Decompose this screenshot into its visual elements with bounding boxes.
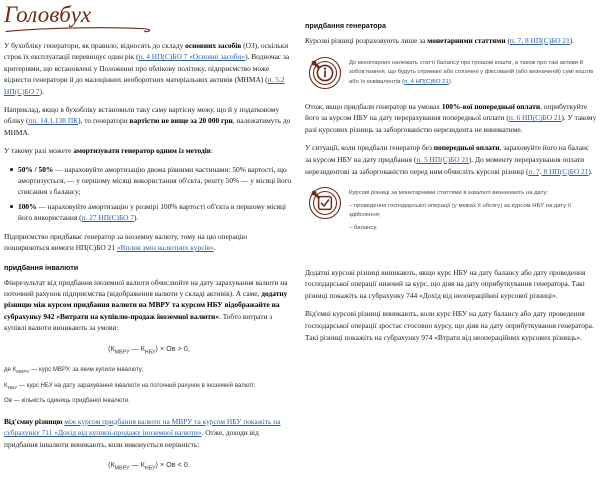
text-run: ). xyxy=(448,78,453,85)
text-run: ). xyxy=(569,36,575,45)
text-bold: амортизувати генератор одним із методів xyxy=(73,146,211,156)
text-run: ). xyxy=(39,86,44,96)
text-run: , належатимуть до МНМА. xyxy=(4,116,291,137)
text-bold: вартістю не вище за 20 000 грн xyxy=(129,116,233,126)
text-bold: додатну різницю між курсом придбання валюти на МВРУ та курсом НБУ відображайте на субрахунку 942 «Витрати на купівлю-продаж іноземної валюти» xyxy=(4,288,288,321)
formula-expense-condition: ($К_{МВРУ}$ — $К_{НБУ}$) × Ов > 0, xyxy=(108,345,190,355)
account-reference-link[interactable]: між курсом придбання валюти на МВРУ та курсом НБУ покажіть на субрахунку 711 «Дохід від купівлі-продажу іноземної валюти» xyxy=(4,416,281,438)
definition-item: Ов — кількість одиниць придбаної інвалюти. xyxy=(4,397,130,405)
legal-reference-link[interactable]: п. 7, 8 НП(С)БО 21 xyxy=(509,36,570,45)
paragraph-os-classification xyxy=(4,40,294,97)
text-run: Отож, якщо придбали генератор на умовах xyxy=(305,101,442,111)
list-item xyxy=(18,201,294,224)
text-bold: 100% xyxy=(18,201,37,211)
text-bold: попередньої оплати xyxy=(433,143,500,153)
paragraph-no-prepayment-case xyxy=(305,142,597,177)
standard-reference-link[interactable]: «Вплив змін валютних курсів» xyxy=(116,243,214,253)
text-run: У ситуації, коли придбали генератор без xyxy=(305,143,434,153)
text-run: ). xyxy=(588,166,593,176)
text-run: ). У такому разі курсових різниць за заборгованістю нерезидента не виникатиме. xyxy=(305,113,597,134)
legal-reference-link[interactable]: п. 5.2 НП(С)БО 7 xyxy=(4,75,285,96)
info-circle-icon xyxy=(305,55,343,91)
note-text xyxy=(349,185,597,236)
paragraph-negative-difference xyxy=(4,416,294,450)
text-run: . Тобто витрати з купівлі валюти виникають за умови: xyxy=(4,311,273,333)
section-spacer xyxy=(305,247,597,267)
right-column xyxy=(305,12,597,350)
legal-reference-link[interactable]: п. 4 НП(С)БО 7 «Основні засоби» xyxy=(138,52,246,62)
text-bold: основних засобів xyxy=(185,41,242,50)
note-paragraph: – балансу. xyxy=(349,224,378,231)
left-column xyxy=(4,40,294,481)
logo-swoosh-icon xyxy=(5,26,157,33)
paragraph-monetary-items xyxy=(305,35,597,47)
text-run: , зараховуйте його на баланс за курсом НБУ на дату придбання ( xyxy=(305,143,590,164)
definition-item: де $К_{МВРУ}$ — курс МВРУ, за яким купили інвалюту; xyxy=(4,365,144,376)
text-run: У бухобліку генератори, як правило, відносять до складу xyxy=(4,41,186,50)
paragraph-negative-fx-difference: Від'ємні курсові різниці виникають, коли курс НБУ на дату балансу або дату проведення господарської операції зростає стосовно курсу, що діяв на дату оприбуткування генератора. Такі різниці покажіть на субрахунку 974 «Втрати від неопераційних курсових різниць». xyxy=(305,309,594,342)
text-run: ). Водночас за критеріями, що встановлені у Положенні про облікову політику, підприємство може віднести генератори й до малоцінних необоротних матеріальних активів (МНМА) ( xyxy=(4,52,290,85)
site-logo[interactable]: Головбух xyxy=(4,2,92,27)
list-item xyxy=(18,164,294,198)
paragraph-mnma-threshold xyxy=(4,104,294,138)
text-run: Курсові різниці розраховують лише за xyxy=(305,36,428,45)
legal-reference-link[interactable]: п. 7, 8 НП(С)БО 21 xyxy=(528,166,589,176)
paragraph-positive-fx-difference: Додатні курсові різниці виникають, якщо курс НБУ на дату балансу або дату проведення господарської операції нижчий за курс, що діяв на дату оприбуткування генератора. Такі різниці покажіть на субрахунку 744 «Дохід від неопераційної курсової різниці». xyxy=(305,267,586,300)
text-run: (ОЗ), оскільки строк їх експлуатації перевищує один рік ( xyxy=(4,41,289,62)
text-bold: 50% / 50% xyxy=(18,164,54,174)
legal-reference-link[interactable]: п. 27 НП(С)БО 7 xyxy=(81,213,135,223)
site-masthead xyxy=(4,2,174,32)
text-run: Наприклад, якщо в бухобліку встановили таку саму вартісну межу, що й у податковому обліку ( xyxy=(4,105,280,126)
legal-reference-link[interactable]: п. 5 НП(С)БО 21 xyxy=(416,154,469,164)
subheading-generator-purchase: придбання генератора xyxy=(305,21,386,30)
paragraph-depreciation-intro xyxy=(4,145,294,156)
text-run: — нараховуйте амортизацію у розмірі 100% вартості об'єкта в першому місяці його використання ( xyxy=(18,201,287,223)
note-block-monetary-definition xyxy=(305,55,597,91)
legal-reference-link[interactable]: пп. 14.1.138 ПК xyxy=(28,116,79,126)
text-run: : xyxy=(210,146,213,156)
text-run: Фінрезультат від придбання іноземної валюти обчислюйте на дату зарахування валюти на поточний рахунок підприємства (відображення валюти у складі активів). А саме, xyxy=(4,277,288,298)
note-paragraph xyxy=(349,59,597,88)
formula-variable-definitions xyxy=(4,365,294,407)
check-circle-icon xyxy=(305,185,343,221)
text-bold: Від'ємну різницю xyxy=(4,416,65,426)
text-run: — нараховуйте амортизацію двома рівними частинами: 50% вартості, що амортизується, — у першому місяці використання об'єкта, решту 50% — у місяці його списання з балансу; xyxy=(18,164,292,197)
text-run: . xyxy=(213,243,216,253)
legal-reference-link[interactable]: п. 4 НП(С)БО 21 xyxy=(404,78,449,85)
definition-item: $К_{НБУ}$ — курс НБУ на дату зарахування інвалюти на поточний рахунок в іноземній валюті; xyxy=(4,381,256,391)
text-run: У такому разі можете xyxy=(4,146,74,156)
note-block-fx-difference-dates xyxy=(305,185,597,236)
text-run: ( xyxy=(505,36,510,45)
subheading-currency-purchase: придбання інвалюти xyxy=(4,262,79,272)
paragraph-finresult-calc xyxy=(4,277,294,334)
paragraph-nps21-applies xyxy=(4,231,294,254)
note-paragraph: – проведення господарської операції (у межах її обсягу) за курсом НБУ на дату її здійснення; xyxy=(349,202,571,219)
note-paragraph: Курсові різниці за монетарними статтями в інвалюті визначають на дату: xyxy=(349,190,549,197)
text-bold: 100%-вої попередньої оплати xyxy=(441,101,541,111)
text-bold: монетарними статтями xyxy=(427,36,506,45)
text-run: , оприбуткуйте його за курсом НБУ на дату перерахування попередньої оплати ( xyxy=(305,101,588,123)
text-run: . Отже, доходи від придбання інвалюти виникають, коли виконується нерівність: xyxy=(4,428,259,449)
text-run: ), то генератори xyxy=(78,116,130,126)
note-text xyxy=(349,55,597,91)
text-run: До монетарних належать статті балансу про грошові кошти, а також про такі активи й зобов'язання, що будуть отримані або сплачені у фіксованій (або визначеній) сумі коштів або їх еквівалентів ( xyxy=(349,59,594,85)
text-run: ). До моменту перерахування оплати нерезидентові за заборгованістю перед ним обчисліть курсові різниці ( xyxy=(305,154,585,176)
legal-reference-link[interactable]: п. 6 НП(С)БО 21 xyxy=(508,113,562,123)
text-run: ). xyxy=(134,213,139,223)
formula-income-condition: ($К_{МВРУ}$ — $К_{НБУ}$) × Ов < 0. xyxy=(108,462,190,472)
depreciation-methods-list xyxy=(4,164,294,224)
paragraph-prepayment-case xyxy=(305,101,597,136)
text-run: Підприємство придбаває генератор за іноземну валюту, тому на цю операцію поширюються вимоги НП(С)БО 21 xyxy=(4,231,248,253)
